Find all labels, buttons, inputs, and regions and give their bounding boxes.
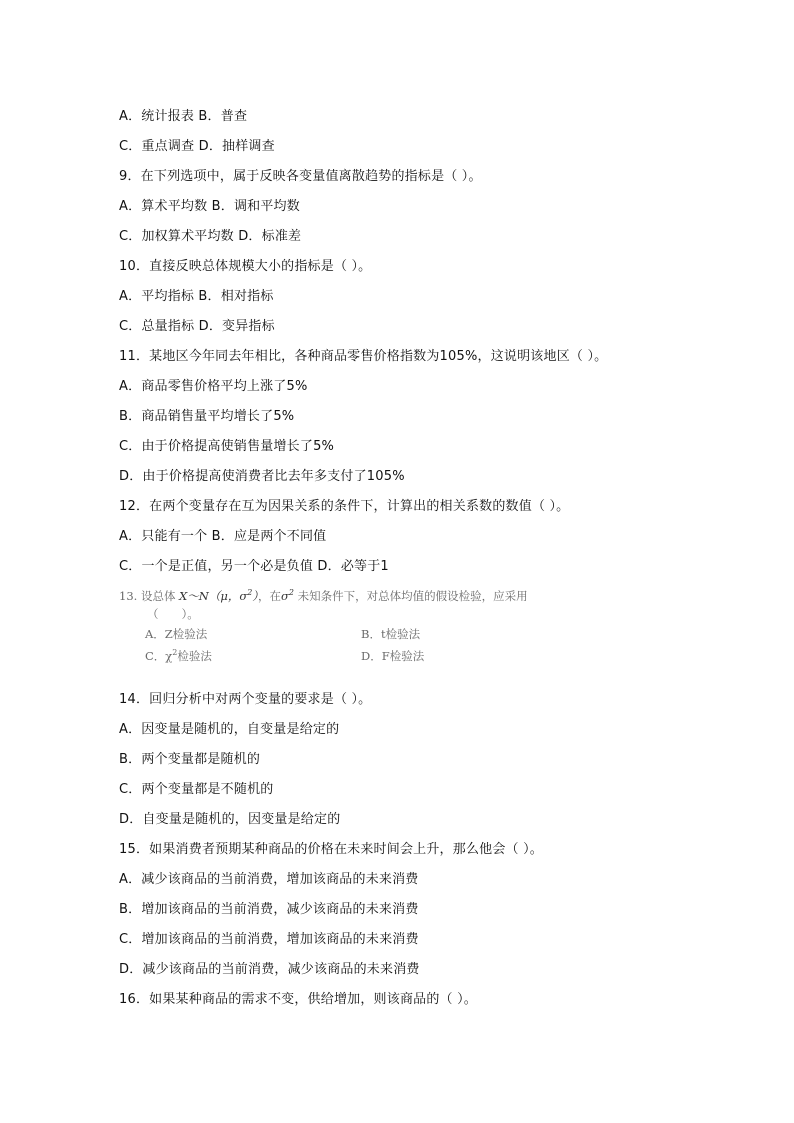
q11-option-c: C．由于价格提高使销售量增长了5% bbox=[119, 439, 335, 454]
q9-options-ab: A．算术平均数 B．调和平均数 bbox=[119, 199, 300, 214]
q11-option-b: B．商品销售量平均增长了5% bbox=[119, 409, 295, 424]
q13-pre: 设总体 bbox=[140, 589, 176, 603]
question-11: 11．某地区今年同去年相比，各种商品零售价格指数为105%，这说明该地区（ ）。 bbox=[119, 349, 608, 364]
q13-options bbox=[119, 626, 679, 664]
question-14: 14．回归分析中对两个变量的要求是（ ）。 bbox=[119, 692, 372, 707]
question-13-block bbox=[119, 588, 679, 664]
q13-post: 未知条件下，对总体均值的假设检验，应采用 bbox=[297, 589, 528, 603]
q13-number: 13. bbox=[119, 589, 138, 603]
q12-options-cd: C．一个是正值，另一个必是负值 D．必等于1 bbox=[119, 559, 389, 574]
q9-options-cd: C．加权算术平均数 D．标准差 bbox=[119, 229, 302, 244]
q14-option-c: C．两个变量都是不随机的 bbox=[119, 782, 274, 797]
question-16: 16．如果某种商品的需求不变，供给增加，则该商品的（ ）。 bbox=[119, 992, 477, 1007]
q13-sigma: $\sigma^2$ bbox=[281, 588, 294, 603]
q15-option-b: B．增加该商品的当前消费，减少该商品的未来消费 bbox=[119, 902, 419, 917]
q11-option-d: D．由于价格提高使消费者比去年多支付了105% bbox=[119, 469, 405, 484]
question-12: 12．在两个变量存在互为因果关系的条件下，计算出的相关系数的数值（ ）。 bbox=[119, 499, 570, 514]
q15-option-d: D．减少该商品的当前消费，减少该商品的未来消费 bbox=[119, 962, 420, 977]
q13-option-d: D．F检验法 bbox=[361, 649, 425, 663]
question-15: 15．如果消费者预期某种商品的价格在未来时间会上升，那么他会（ ）。 bbox=[119, 842, 543, 857]
q8-options-cd: C．重点调查 D．抽样调查 bbox=[119, 139, 275, 154]
q12-options-ab: A．只能有一个 B．应是两个不同值 bbox=[119, 529, 327, 544]
q13-option-a: A．Z检验法 bbox=[145, 627, 208, 641]
q14-option-a: A．因变量是随机的，自变量是给定的 bbox=[119, 722, 340, 737]
q15-option-a: A．减少该商品的当前消费，增加该商品的未来消费 bbox=[119, 872, 419, 887]
q10-options-cd: C．总量指标 D．变异指标 bbox=[119, 319, 275, 334]
q13-option-c: C．$\chi^2$检验法 bbox=[145, 648, 212, 663]
q10-options-ab: A．平均指标 B．相对指标 bbox=[119, 289, 274, 304]
q14-option-d: D．自变量是随机的，因变量是给定的 bbox=[119, 812, 341, 827]
q8-options-ab: A．统计报表 B．普查 bbox=[119, 109, 248, 124]
q13-option-b: B．t检验法 bbox=[361, 627, 421, 641]
q14-option-b: B．两个变量都是随机的 bbox=[119, 752, 261, 767]
q13-blank: （ ）。 bbox=[147, 607, 199, 621]
q13-distribution: X～N（μ，$\sigma^2$） bbox=[179, 588, 259, 603]
question-10: 10．直接反映总体规模大小的指标是（ ）。 bbox=[119, 259, 372, 274]
q13-mid: ，在 bbox=[258, 589, 282, 603]
q11-option-a: A．商品零售价格平均上涨了5% bbox=[119, 379, 308, 394]
question-13-stem bbox=[119, 588, 679, 604]
question-9: 9．在下列选项中，属于反映各变量值离散趋势的指标是（ ）。 bbox=[119, 169, 482, 184]
q15-option-c: C．增加该商品的当前消费，增加该商品的未来消费 bbox=[119, 932, 419, 947]
